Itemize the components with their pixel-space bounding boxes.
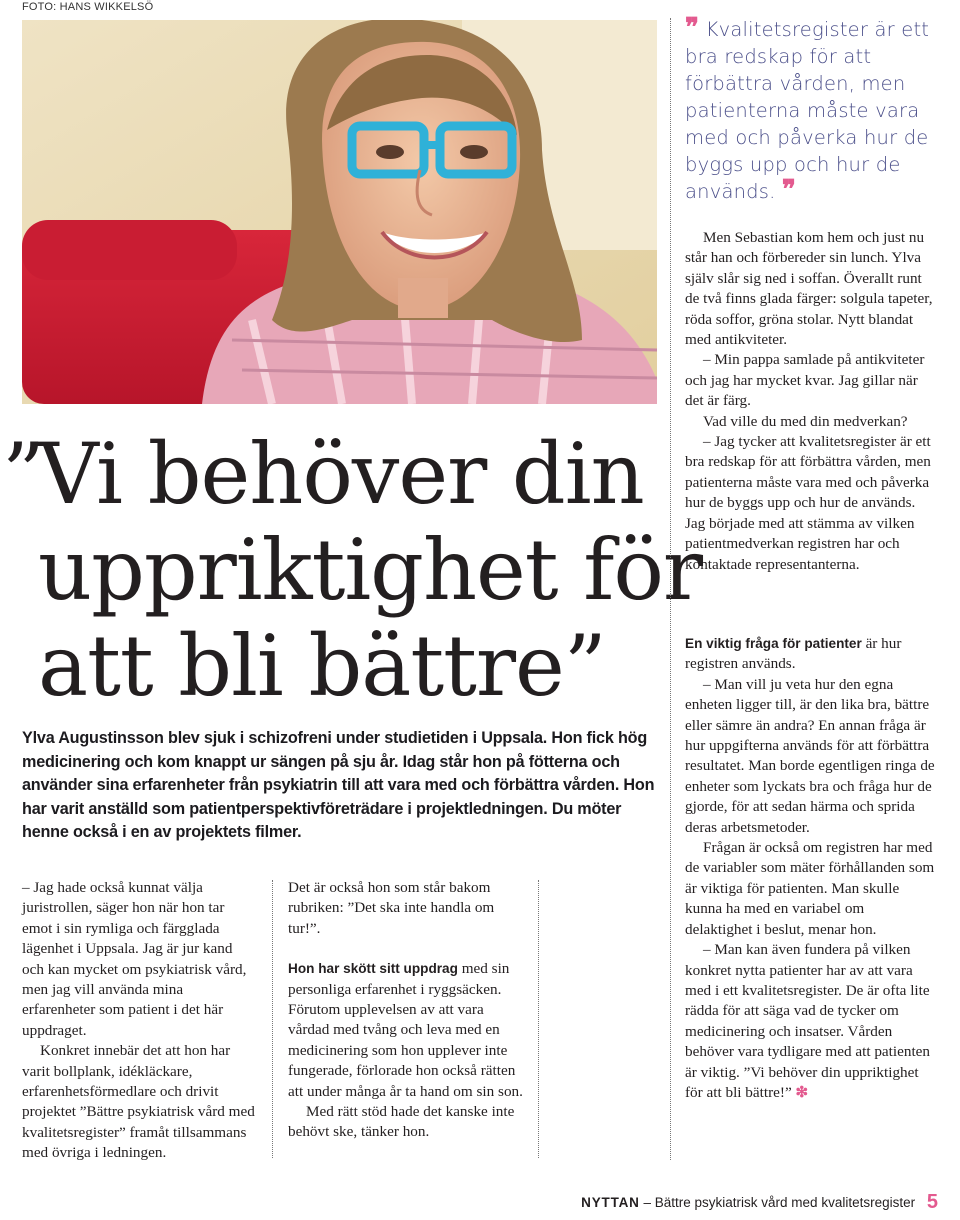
headline-open-quote: ” [2, 425, 44, 523]
headline-line-3-text: att bli bättre [38, 617, 564, 715]
headline-line-3 [0, 618, 670, 714]
paragraph: – Jag tycker att kvalitetsregister är ett bra redskap för att förbättra vården, men patienterna måste vara med och påverka hur de byggs upp och hur de används. Jag började med att stämma av vilken patientmedverkan registren har och kontaktade representanterna. [685, 433, 931, 573]
subheading: En viktig fråga för patienter [685, 636, 862, 651]
subheading: Hon har skött sitt uppdrag [288, 961, 458, 977]
paragraph: Men Sebastian kom hem och just nu står han och förbereder sin lunch. Ylva själv slår sig ned i soffan. Överallt runt de två finns glada färger: solgula tapeter, röda soffor, gröna stolar. Nytt blandat med antikviteter. [685, 229, 933, 349]
body-column-1 [22, 878, 258, 1164]
paragraph: – Jag hade också kunnat välja juristrollen, säger hon när hon tar emot i sin rymliga och färgglada lägenhet i Uppsala. Jag är jur kand och kan mycket om psykiatrisk vård, men jag vill använda mina erfarenheter som patient i det här uppdraget. [22, 879, 247, 1039]
paragraph [685, 940, 935, 1103]
paragraph [685, 634, 935, 675]
pull-quote [685, 13, 947, 205]
page-number: 5 [926, 1191, 938, 1213]
column-divider [670, 18, 671, 1160]
paragraph: Konkret innebär det att hon har varit bollplank, idékläckare, erfarenhetsförmedlare och drivit projektet ”Bättre psykiatrisk vård med kvalitetsregister” framåt tillsammans med övriga i ledningen. [22, 1042, 255, 1162]
column-divider [272, 880, 273, 1158]
photo-credit: FOTO: HANS WIKKELSÖ [22, 1, 154, 13]
end-mark-icon: ❇ [795, 1083, 809, 1101]
headline-close-quote: ” [563, 617, 606, 715]
lead-paragraph: Ylva Augustinsson blev sjuk i schizofreni under studietiden i Uppsala. Hon fick hög medicinering och kom knappt ur sängen på sju år. Idag står hon på fötterna och använder sina erfarenheter från psykiatrin till att vara med och förbättra vården. Hon har varit anställd som patientperspektivföreträdare i projektledningen. Du möter henne också i en av projektets filmer. [22, 729, 655, 841]
paragraph: – Man vill ju veta hur den egna enheten ligger till, är den lika bra, bättre eller sämre än andra? En annan fråga är hur uppgifterna används för att förbättra resultatet. Man borde egentligen ringa de enheter som lyckats bra och fråga hur de gjorde, för att sedan härma och sprida deras arbetsmetoder. [685, 675, 935, 836]
paragraph-text: är hur registren används. [685, 635, 902, 673]
paragraph: Det är också hon som står bakom rubriken: ”Det ska inte handla om tur!”. [288, 879, 495, 937]
body-column-2 [288, 878, 524, 1143]
paragraph: – Min pappa samlade på antikviteter och jag har mycket kvar. Jag gillar när det är färg. [685, 351, 925, 410]
body-column-3-top [685, 228, 935, 575]
paragraph: Med rätt stöd hade det kanske inte behövt ske, tänker hon. [288, 1103, 515, 1141]
paragraph [288, 959, 524, 1102]
portrait-photo [22, 20, 657, 404]
paragraph-text: med sin personliga erfarenhet i ryggsäcken. Förutom upplevelsen av att vara vårdad med tvång och leva med en medicinering som hon upplever inte fungerade, förlorade hon också rätten att under många år ta hand om sin son. [288, 960, 523, 1100]
open-quote-mark: ❞ [685, 13, 700, 43]
portrait-illustration [22, 20, 657, 404]
paragraph: Frågan är också om registren har med de variabler som mäter förhållanden som är viktiga för patienten. Man skulle kunna ha med en variabel om delaktighet i beslut, menar hon. [685, 839, 935, 938]
paragraph-text: – Man kan även fundera på vilken konkret nytta patienter har av att vara med i ett kvalitetsregister. De är ofta lite rädda för att säga vad de tycker om medicinering och insatser. Vården behöver vara tydligare med att patienten är viktig. ”Vi behöver din uppriktighet för att bli bättre!” [685, 941, 931, 1101]
column-divider [538, 880, 539, 1158]
headline-line-1: Vi behöver din [38, 425, 644, 523]
magazine-name: NYTTAN [581, 1195, 640, 1210]
footer-dash: – [643, 1195, 651, 1210]
footer-title: Bättre psykiatrisk vård med kvalitetsregister [654, 1195, 916, 1210]
headline [0, 425, 703, 715]
pull-quote-text: Kvalitetsregister är ett bra redskap för att förbättra vården, men patienterna måste vara med och påverka hur de byggs upp och hur de används. [685, 18, 930, 203]
body-column-3-bottom [685, 634, 935, 1103]
close-quote-mark: ❞ [781, 175, 797, 205]
headline-line-2: uppriktighet för [38, 521, 703, 619]
page-footer [581, 1191, 938, 1214]
paragraph: Vad ville du med din medverkan? [703, 412, 908, 430]
